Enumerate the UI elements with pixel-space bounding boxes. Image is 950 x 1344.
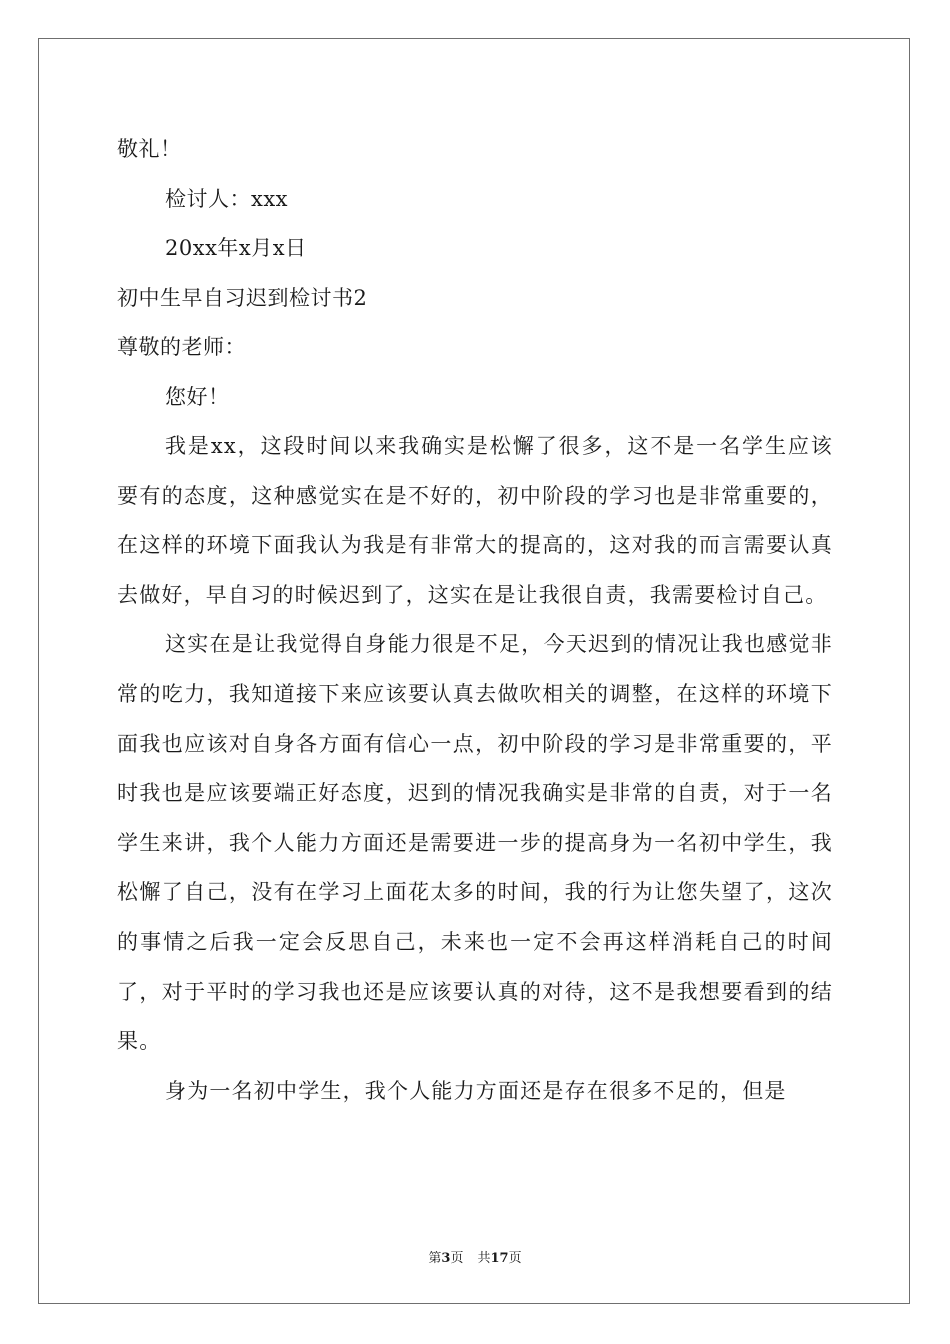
page-footer bbox=[0, 1247, 950, 1266]
signer-line: 检讨人：xxx bbox=[165, 186, 289, 211]
page-number: 3 bbox=[441, 1251, 451, 1266]
body-paragraph-2: 这实在是让我觉得自身能力很是不足，今天迟到的情况让我也感觉非常的吃力，我知道接下来应该要认真去做吹相关的调整，在这样的环境下面我也应该对自身各方面有信心一点，初中阶段的学习是非常重要的，平时我也是应该要端正好态度，迟到的情况我确实是非常的自责，对于一名学生来讲，我个人能力方面还是需要进一步的提高身为一名初中学生，我松懈了自己，没有在学习上面花太多的时间，我的行为让您失望了，这次的事情之后我一定会反思自己，未来也一定不会再这样消耗自己的时间了，对于平时的学习我也还是应该要认真的对待，这不是我想要看到的结果。 bbox=[117, 632, 833, 1054]
page-prefix: 第 bbox=[428, 1251, 442, 1266]
page-suffix: 页 bbox=[450, 1251, 464, 1266]
total-suffix: 页 bbox=[508, 1251, 522, 1266]
document-body bbox=[117, 125, 833, 1116]
date-line: 20xx年x月x日 bbox=[165, 236, 307, 260]
salutation-line: 尊敬的老师： bbox=[117, 335, 246, 359]
section-title: 初中生早自习迟到检讨书2 bbox=[117, 285, 368, 310]
body-paragraph-3: 身为一名初中学生，我个人能力方面还是存在很多不足的，但是 bbox=[165, 1078, 787, 1103]
body-paragraph-1: 我是xx，这段时间以来我确实是松懈了很多，这不是一名学生应该要有的态度，这种感觉实在是不好的，初中阶段的学习也是非常重要的，在这样的环境下面我认为我是有非常大的提高的，这对我的而言需要认真去做好，早自习的时候迟到了，这实在是让我很自责，我需要检讨自己。 bbox=[117, 434, 833, 607]
total-pages: 17 bbox=[490, 1251, 509, 1266]
greeting-line: 您好！ bbox=[165, 384, 230, 409]
closing-line: 敬礼！ bbox=[117, 137, 182, 161]
total-prefix: 共 bbox=[477, 1251, 491, 1266]
